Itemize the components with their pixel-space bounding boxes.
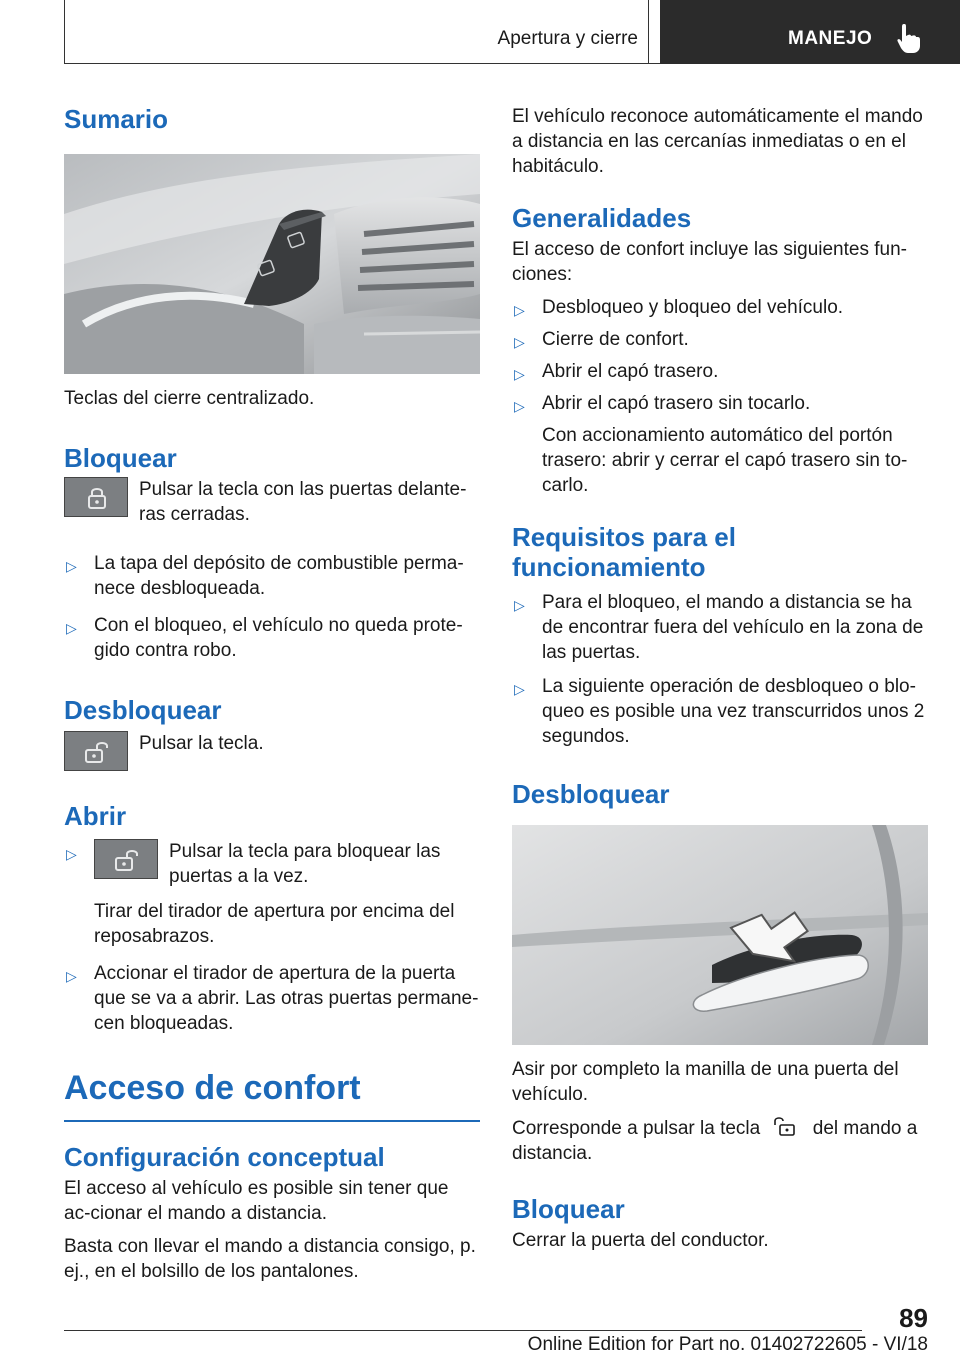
title-underline xyxy=(64,1120,480,1122)
footer-edition: Online Edition for Part no. 01402722605 - VI/18 xyxy=(527,1334,928,1355)
list-item: ▷ Accionar el tirador de apertura de la puerta que se va a abrir. Las otras puertas permane-cen bloqueadas. xyxy=(66,963,479,1034)
triangle-bullet-icon: ▷ xyxy=(514,366,525,382)
list-item xyxy=(64,839,480,949)
unlock-icon xyxy=(771,1115,801,1137)
list-item: ▷ La siguiente operación de desbloqueo o blo-queo es posible una vez transcurridos unos 2 segundos. xyxy=(514,676,925,747)
section-title-abrir: Abrir xyxy=(64,801,127,831)
door-handle-photo xyxy=(512,825,928,1045)
lock-key-button[interactable] xyxy=(64,477,128,517)
section-title-sumario: Sumario xyxy=(64,104,169,134)
bloquear-confort-text: Cerrar la puerta del conductor. xyxy=(512,1230,769,1251)
right-column xyxy=(512,104,928,1253)
list-item: ▷ La tapa del depósito de combustible perma-nece desbloqueada. xyxy=(66,553,464,599)
triangle-bullet-icon: ▷ xyxy=(514,398,525,414)
triangle-bullet-icon: ▷ xyxy=(514,334,525,350)
triangle-bullet-icon: ▷ xyxy=(514,681,525,697)
triangle-bullet-icon: ▷ xyxy=(66,620,77,636)
intro-paragraph: El vehículo reconoce automáticamente el mando a distancia en las cercanías inmediatas o en el habitáculo. xyxy=(512,106,923,177)
header-bottom-rule xyxy=(64,63,660,64)
desbloquear-equivalence: Corresponde a pulsar la tecla del mando a distancia. xyxy=(512,1115,928,1166)
section-title-requisitos: Requisitos para el funcionamiento xyxy=(512,522,736,582)
unlock-key-button[interactable] xyxy=(64,731,128,771)
config-paragraph-1: El acceso al vehículo es posible sin tener que ac-cionar el mando a distancia. xyxy=(64,1178,449,1224)
header-chapter-tab[interactable] xyxy=(660,0,960,64)
requisitos-list xyxy=(512,590,928,749)
unlock-key-button[interactable] xyxy=(94,839,158,879)
list-item: ▷ Con el bloqueo, el vehículo no queda prote-gido contra robo. xyxy=(66,615,463,661)
abrir-list xyxy=(64,839,480,1036)
abrir-key-instruction: Pulsar la tecla para bloquear las puertas a la vez. xyxy=(169,841,441,887)
unlock-icon xyxy=(83,738,111,766)
photo-caption: Teclas del cierre centralizado. xyxy=(64,388,315,409)
list-item: ▷ Para el bloqueo, el mando a distancia se ha de encontrar fuera del vehículo en la zona de las puertas. xyxy=(514,592,924,663)
list-item: ▷ Abrir el capó trasero. xyxy=(512,359,928,384)
abrir-step-text: Tirar del tirador de apertura por encima del reposabrazos. xyxy=(94,901,455,947)
triangle-bullet-icon: ▷ xyxy=(514,302,525,318)
triangle-bullet-icon: ▷ xyxy=(66,558,77,574)
triangle-bullet-icon: ▷ xyxy=(66,968,77,984)
lock-icon xyxy=(83,484,111,512)
config-paragraph-2: Basta con llevar el mando a distancia consigo, p. ej., en el bolsillo de los pantalones. xyxy=(64,1236,476,1282)
generalidades-list xyxy=(512,295,928,498)
section-title-configuracion: Configuración conceptual xyxy=(64,1142,385,1172)
generalidades-intro: El acceso de confort incluye las siguientes fun-ciones: xyxy=(512,239,907,285)
section-title-generalidades: Generalidades xyxy=(512,203,692,233)
section-title-desbloquear-confort: Desbloquear xyxy=(512,779,670,809)
desbloquear-instruction: Pulsar la tecla. xyxy=(139,733,264,754)
list-item: ▷ Cierre de confort. xyxy=(512,327,928,352)
list-item: ▷ Abrir el capó trasero sin tocarlo. Con accionamiento automático del portón trasero: abrir y cerrar el capó trasero sin to-carlo. xyxy=(512,391,928,498)
chapter-tab-label: MANEJO xyxy=(788,28,873,49)
hand-pointer-icon xyxy=(896,22,922,54)
footer-rule xyxy=(64,1330,862,1331)
triangle-bullet-icon: ▷ xyxy=(514,597,525,613)
page-number: 89 xyxy=(899,1303,928,1333)
section-title-desbloquear: Desbloquear xyxy=(64,695,222,725)
chapter-title-acceso-de-confort: Acceso de confort xyxy=(64,1069,361,1107)
left-column xyxy=(64,96,480,1284)
bloquear-instruction: Pulsar la tecla con las puertas delante-ras cerradas. xyxy=(139,479,467,525)
section-title-bloquear-confort: Bloquear xyxy=(512,1194,625,1224)
list-item-subtext: Con accionamiento automático del portón trasero: abrir y cerrar el capó trasero sin to-carlo. xyxy=(542,425,908,496)
triangle-bullet-icon: ▷ xyxy=(66,846,77,862)
header-left-rule xyxy=(64,0,65,64)
desbloquear-caption: Asir por completo la manilla de una puerta del vehículo. xyxy=(512,1059,899,1105)
unlock-icon xyxy=(113,846,141,874)
list-item: ▷ Desbloqueo y bloqueo del vehículo. xyxy=(512,295,928,320)
bloquear-list xyxy=(64,551,480,663)
header-separator xyxy=(648,0,649,64)
section-title-bloquear: Bloquear xyxy=(64,443,177,473)
header-section-title: Apertura y cierre xyxy=(497,28,638,49)
door-lock-buttons-photo xyxy=(64,154,480,374)
